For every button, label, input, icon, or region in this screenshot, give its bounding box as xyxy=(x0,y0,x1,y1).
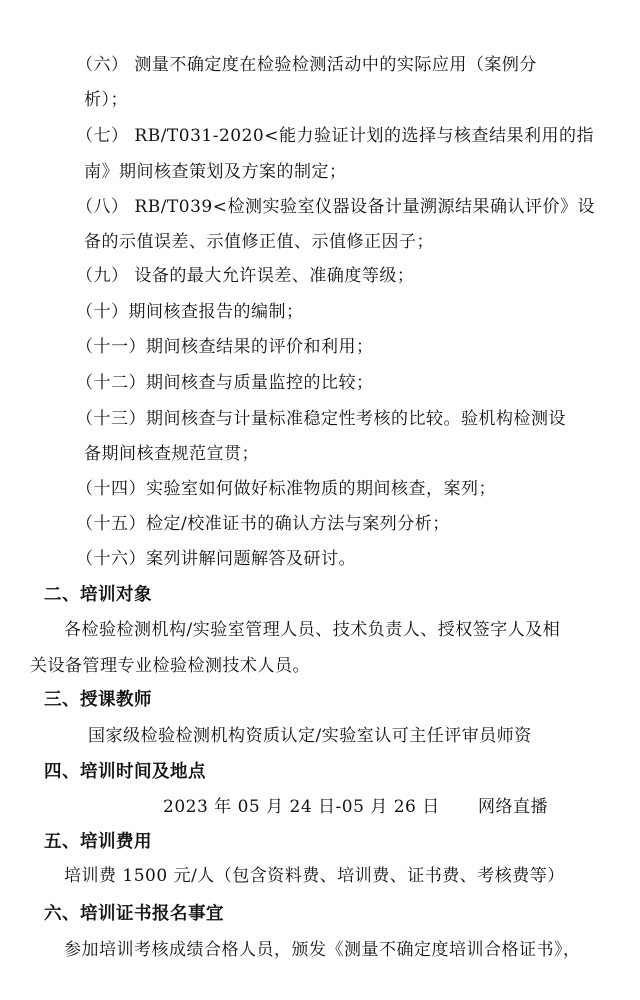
section-heading-instructors: 三、授课教师 xyxy=(44,690,152,710)
list-item-8-line2: 备的示值误差、示值修正值、示值修正因子； xyxy=(84,232,434,252)
fees-text: 培训费 1500 元/人（包含资料费、培训费、证书费、考核费等） xyxy=(64,866,565,886)
certificate-text: 参加培训考核成绩合格人员，颁发《测量不确定度培训合格证书》， xyxy=(64,940,581,960)
list-item-14: （十四）实验室如何做好标准物质的期间核查，案列； xyxy=(76,479,496,499)
list-item-7-line2: 南》期间核查策划及方案的制定； xyxy=(84,162,347,182)
training-date: 2023 年 05 月 24 日-05 月 26 日 xyxy=(163,797,440,817)
list-item-7-line1: （七） RB/T031-2020<能力验证计划的选择与核查结果利用的指 xyxy=(76,126,594,146)
training-place: 网络直播 xyxy=(478,797,548,817)
list-item-10: （十）期间核查报告的编制； xyxy=(76,302,304,322)
section-heading-fees: 五、培训费用 xyxy=(44,832,152,852)
list-item-6-line2: 析）； xyxy=(84,90,128,110)
section-heading-trainees: 二、培训对象 xyxy=(44,585,152,605)
list-item-15: （十五）检定/校准证书的确认方法与案列分析； xyxy=(76,514,450,534)
list-item-12: （十二）期间核查与质量监控的比较； xyxy=(76,373,374,393)
section-heading-certificate: 六、培训证书报名事宜 xyxy=(44,904,224,924)
instructors-text: 国家级检验检测机构资质认定/实验室认可主任评审员师资 xyxy=(88,726,532,746)
trainees-text-line2: 关设备管理专业检验检测技术人员。 xyxy=(30,656,310,676)
list-item-9: （九） 设备的最大允许误差、准确度等级； xyxy=(76,266,415,286)
list-item-6-line1: （六） 测量不确定度在检验检测活动中的实际应用（案例分 xyxy=(76,55,537,75)
list-item-11: （十一）期间核查结果的评价和利用； xyxy=(76,337,374,357)
list-item-8-line1: （八） RB/T039<检测实验室仪器设备计量溯源结果确认评价》设 xyxy=(76,197,595,217)
list-item-13-line2: 备期间核查规范宣贯； xyxy=(84,444,259,464)
list-item-16: （十六）案列讲解问题解答及研讨。 xyxy=(76,549,356,569)
section-heading-time-place: 四、培训时间及地点 xyxy=(44,762,206,782)
trainees-text-line1: 各检验检测机构/实验室管理人员、技术负责人、授权签字人及相 xyxy=(64,620,561,640)
list-item-13-line1: （十三）期间核查与计量标准稳定性考核的比较。验机构检测设 xyxy=(76,409,566,429)
